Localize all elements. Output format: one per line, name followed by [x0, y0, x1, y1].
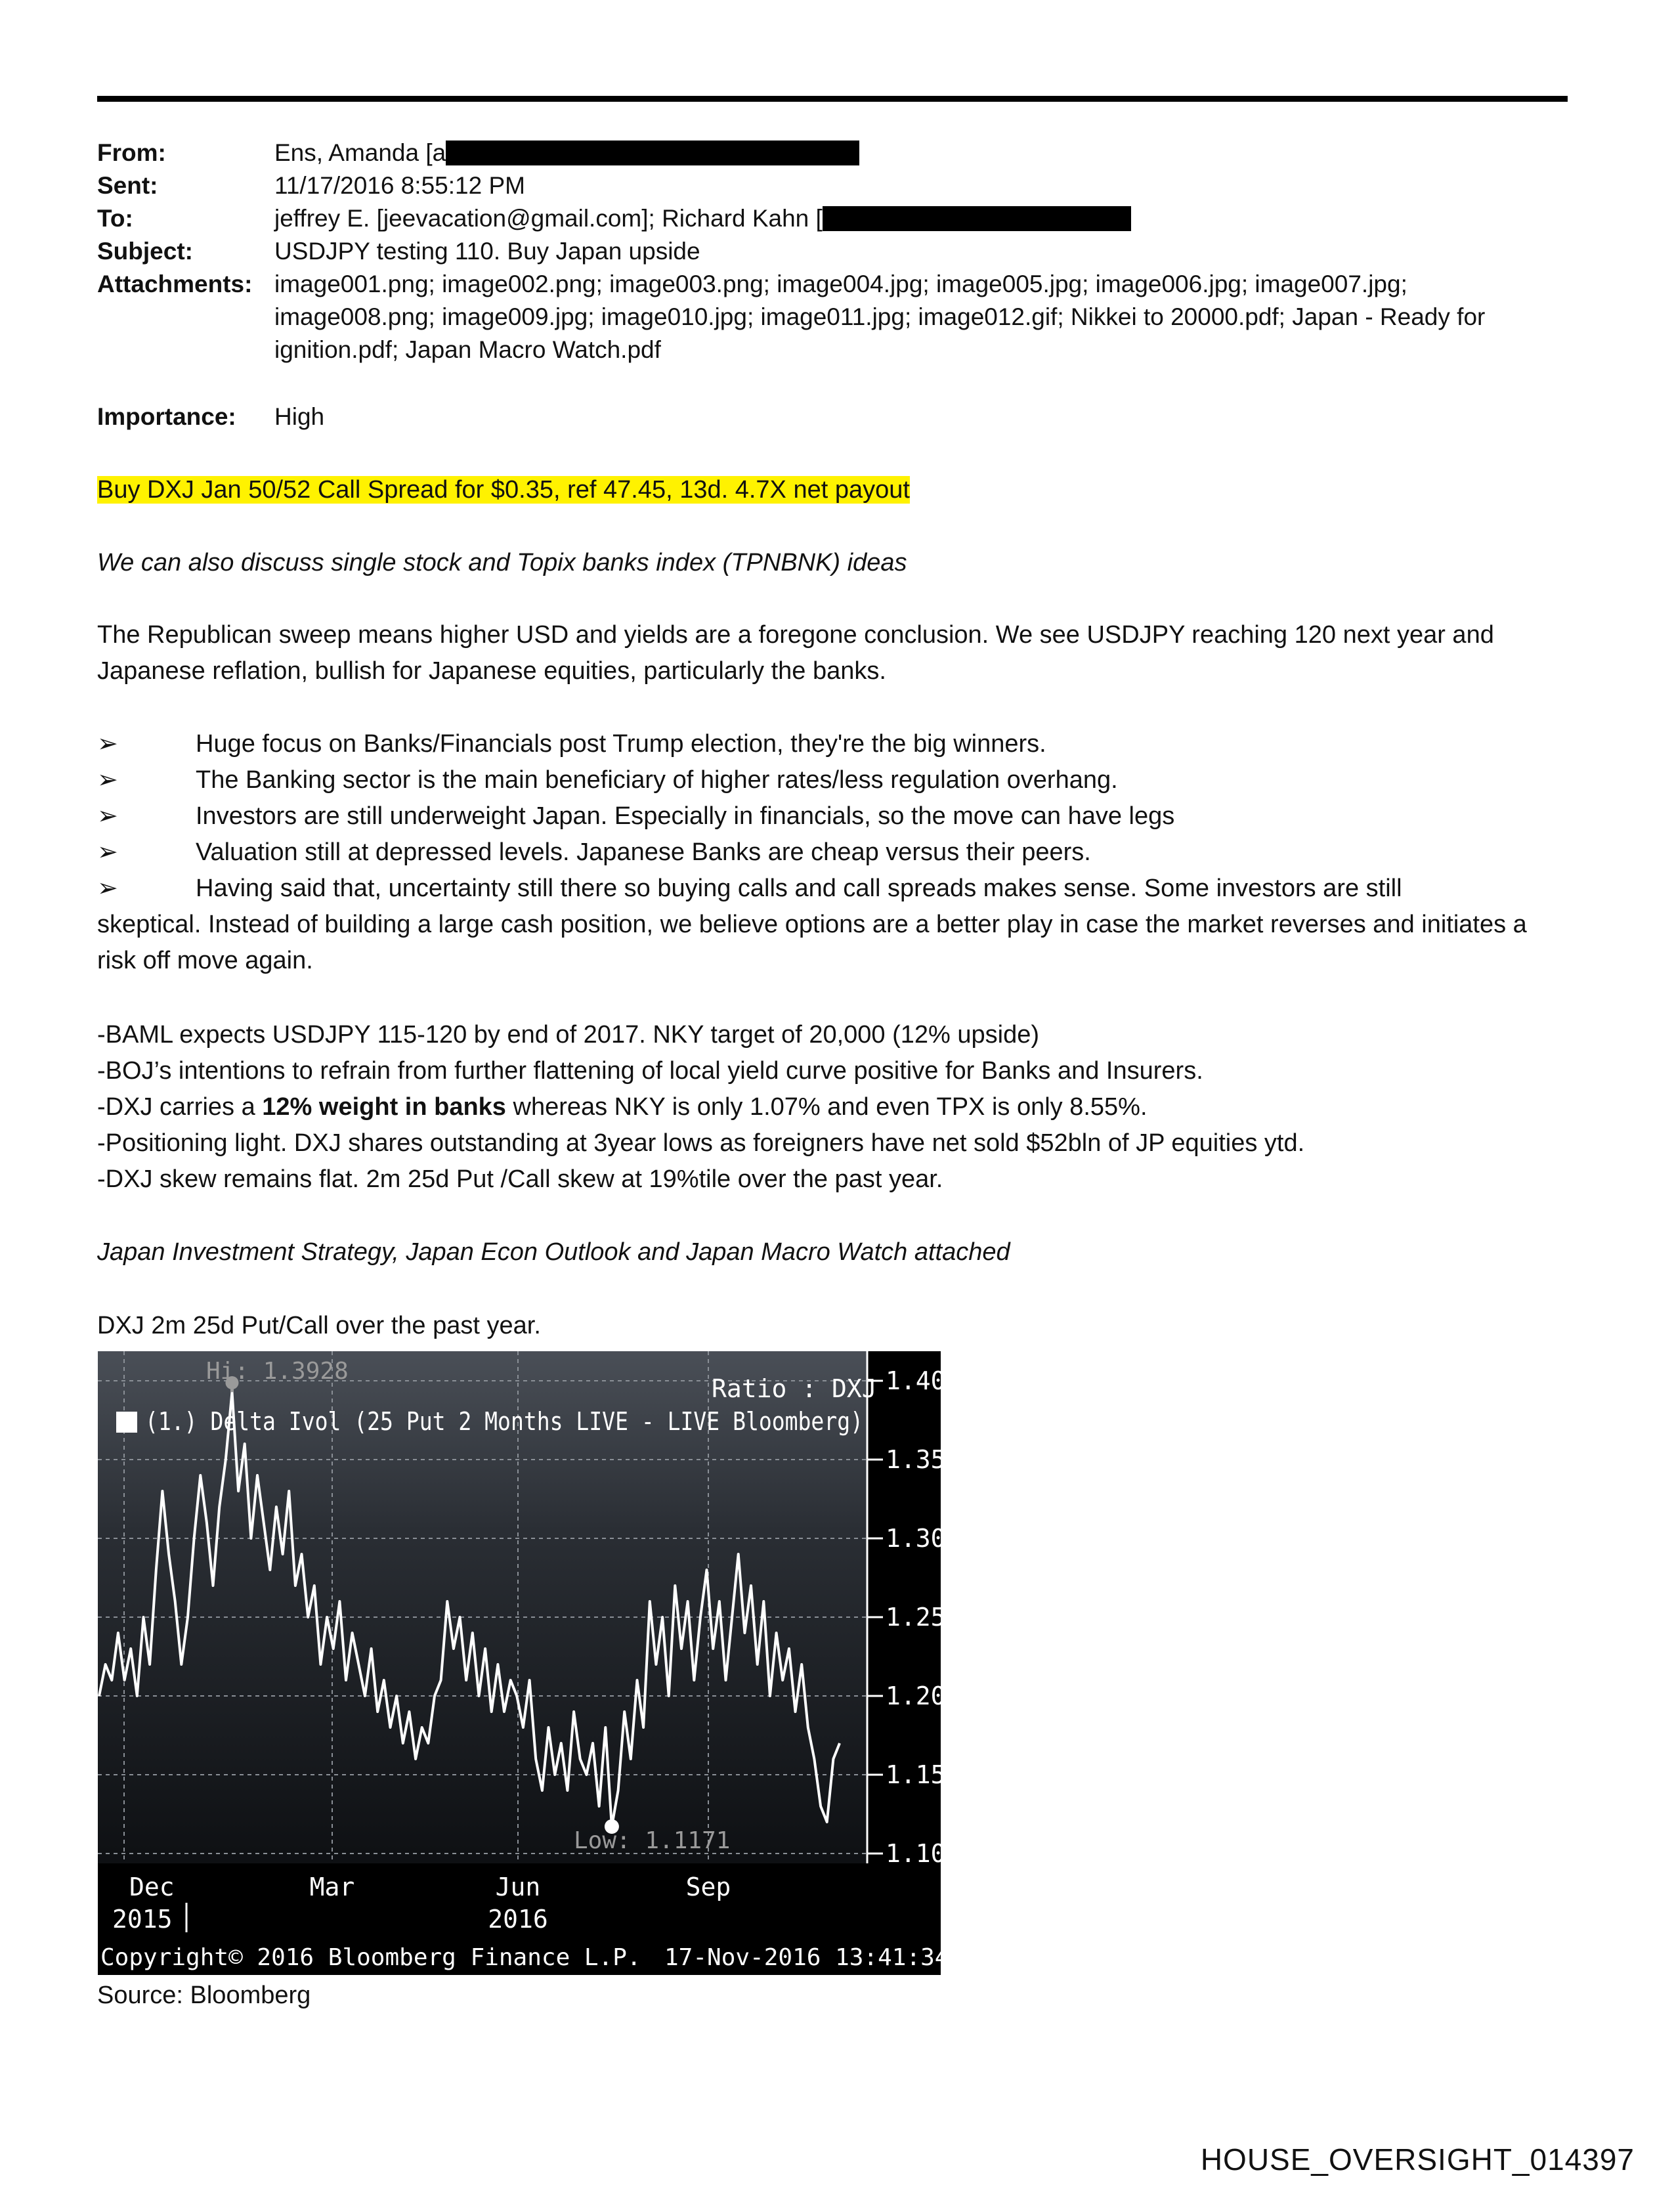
x-tick-label: Dec: [129, 1873, 175, 1901]
y-tick-label: 1.20: [886, 1681, 941, 1710]
dash-point: -Positioning light. DXJ shares outstanding at 3year lows as foreigners have net sold $52bln of JP equities ytd.: [97, 1129, 1305, 1157]
redaction-bar: [446, 141, 859, 165]
x-axis: [112, 1873, 731, 1934]
dash-point: -BAML expects USDJPY 115-120 by end of 2017. NKY target of 20,000 (12% upside): [97, 1021, 1040, 1049]
chart-title: Ratio : DXJ: [712, 1374, 877, 1403]
bullet-item: ➢ Valuation still at depressed levels. Japanese Banks are cheap versus their peers.: [97, 835, 1568, 871]
from-value: Ens, Amanda [a: [274, 139, 446, 166]
y-tick-label: 1.10: [886, 1839, 941, 1868]
to-value: jeffrey E. [jeevacation@gmail.com]; Richard Kahn [: [274, 205, 823, 232]
x-year-label: 2015: [112, 1905, 173, 1934]
sent-label: Sent:: [97, 172, 158, 199]
discuss-note: We can also discuss single stock and Topix banks index (TPNBNK) ideas: [97, 549, 907, 576]
copyright: Copyright© 2016 Bloomberg Finance L.P.: [100, 1944, 641, 1971]
chart-caption: DXJ 2m 25d Put/Call over the past year.: [97, 1312, 541, 1339]
x-tick-label: Mar: [309, 1873, 355, 1901]
importance-label: Importance:: [97, 403, 236, 430]
attachments-line-2: image008.png; image009.jpg; image010.jpg; image011.jpg; image012.gif; Nikkei to 20000.pdf; Japan - Ready for: [274, 303, 1486, 330]
top-rule: [97, 96, 1568, 102]
dash-point: -DXJ carries a 12% weight in banks whereas NKY is only 1.07% and even TPX is only 8.55%.: [97, 1093, 1148, 1121]
bullet-item: ➢ Having said that, uncertainty still there so buying calls and call spreads makes sense. Some investors are still: [97, 871, 1568, 907]
y-tick-label: 1.25: [886, 1603, 941, 1632]
attachments-note: Japan Investment Strategy, Japan Econ Outlook and Japan Macro Watch attached: [97, 1238, 1010, 1266]
intro-paragraph: The Republican sweep means higher USD and yields are a foregone conclusion. We see USDJPY reaching 120 next year and Japanese reflation, bullish for Japanese equities, particularly the banks.: [97, 621, 1494, 685]
bloomberg-chart: [98, 1351, 941, 1975]
dash-point: -DXJ skew remains flat. 2m 25d Put /Call skew at 19%tile over the past year.: [97, 1165, 943, 1193]
y-tick-label: 1.35: [886, 1445, 941, 1474]
attachments-line-1: image001.png; image002.png; image003.png; image004.jpg; image005.jpg; image006.jpg; image007.jpg;: [274, 271, 1407, 297]
hi-label: Hi: 1.3928: [206, 1358, 349, 1385]
to-label: To:: [97, 205, 133, 232]
bullet-item: ➢ Investors are still underweight Japan. Especially in financials, so the move can have legs: [97, 798, 1568, 835]
sent-value: 11/17/2016 8:55:12 PM: [274, 172, 525, 199]
importance-value: High: [274, 403, 325, 430]
bold-weight: 12% weight in banks: [262, 1093, 506, 1121]
source-line: Source: Bloomberg: [97, 1982, 311, 2009]
legend-swatch: [116, 1412, 137, 1433]
dash-points: [97, 1017, 1568, 1198]
bullet-list: [97, 726, 1568, 979]
y-tick-label: 1.30: [886, 1524, 941, 1553]
subject-value: USDJPY testing 110. Buy Japan upside: [274, 238, 700, 265]
arrow-bullet-icon: ➢: [97, 766, 118, 794]
bates-watermark: HOUSE_OVERSIGHT_014397: [1200, 2142, 1635, 2177]
highlighted-trade: Buy DXJ Jan 50/52 Call Spread for $0.35, ref 47.45, 13d. 4.7X net payout: [97, 476, 910, 504]
y-tick-label: 1.40: [886, 1366, 941, 1395]
y-axis: [867, 1351, 941, 1868]
from-label: From:: [97, 139, 166, 166]
bullet-item: ➢ Huge focus on Banks/Financials post Trump election, they're the big winners.: [97, 726, 1568, 762]
x-year-label: 2016: [488, 1905, 548, 1934]
subject-label: Subject:: [97, 238, 193, 265]
bullet-continuation: skeptical. Instead of building a large cash position, we believe options are a better play in case the market reverses and initiates a risk off move again.: [97, 911, 1527, 974]
attachments-line-3: ignition.pdf; Japan Macro Watch.pdf: [274, 336, 661, 363]
attachments-label: Attachments:: [97, 271, 253, 297]
legend-label: (1.) Delta Ivol (25 Put 2 Months LIVE - LIVE Bloomberg): [145, 1407, 863, 1436]
arrow-bullet-icon: ➢: [97, 875, 118, 902]
x-tick-label: Sep: [685, 1873, 731, 1901]
low-label: Low: 1.1171: [574, 1827, 731, 1854]
arrow-bullet-icon: ➢: [97, 730, 118, 758]
timestamp: 17-Nov-2016 13:41:34: [664, 1944, 941, 1971]
trade-idea: [97, 472, 1568, 508]
bullet-item: ➢ The Banking sector is the main beneficiary of higher rates/less regulation overhang.: [97, 762, 1568, 798]
redaction-bar: [823, 206, 1131, 231]
arrow-bullet-icon: ➢: [97, 838, 118, 866]
y-tick-label: 1.15: [886, 1760, 941, 1789]
arrow-bullet-icon: ➢: [97, 802, 118, 830]
chart-svg: [98, 1351, 941, 1975]
x-tick-label: Jun: [495, 1873, 541, 1901]
dash-point: -BOJ’s intentions to refrain from further flattening of local yield curve positive for Banks and Insurers.: [97, 1057, 1203, 1085]
